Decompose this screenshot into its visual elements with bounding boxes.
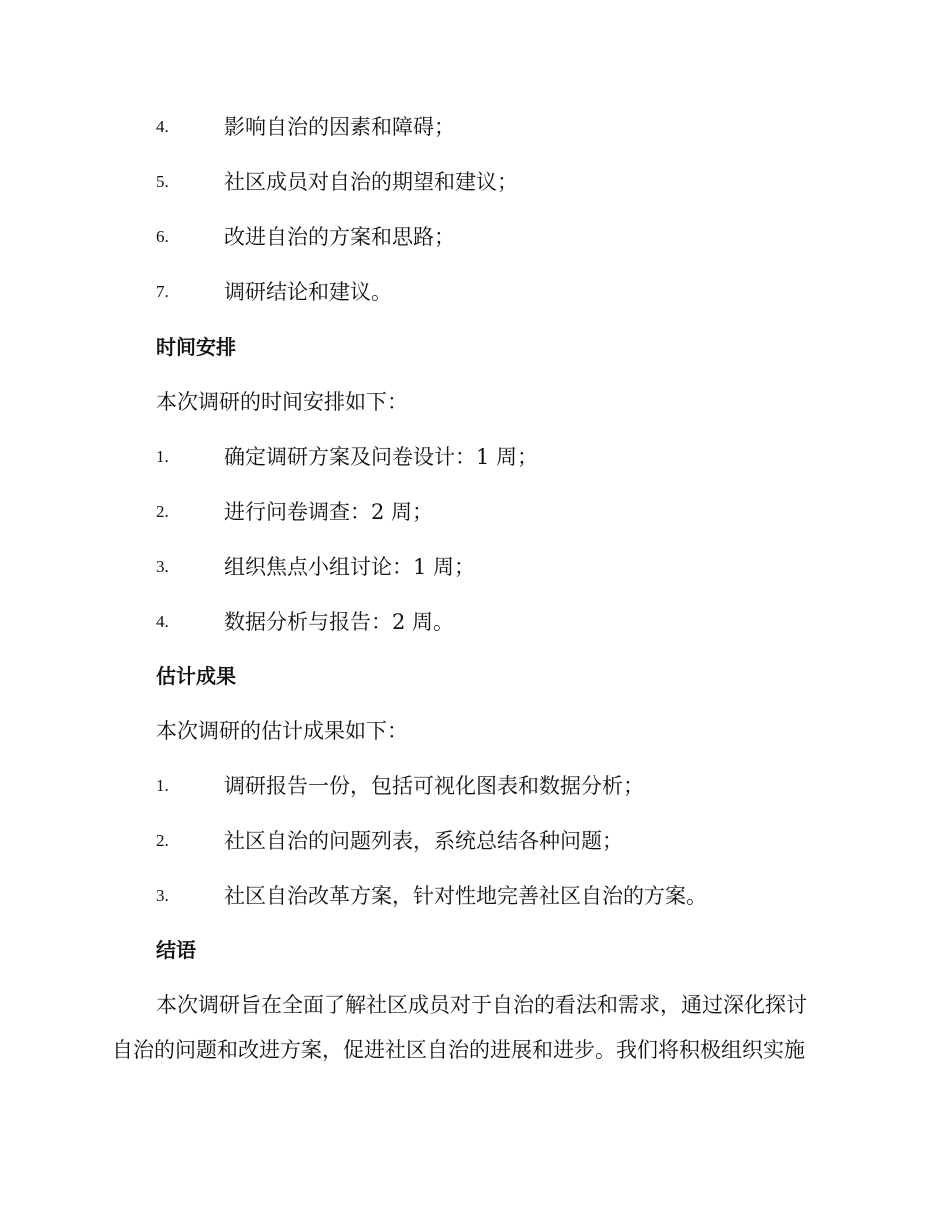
- paragraph: [0, 711, 950, 751]
- list-text: 数据分析与报告：2 周。: [224, 610, 455, 634]
- section-heading: 时间安排: [156, 335, 236, 359]
- section-intro: 本次调研的时间安排如下：: [156, 390, 408, 414]
- list-number: 4.: [156, 117, 169, 136]
- conclusion-line-1: 本次调研旨在全面了解社区成员对于自治的看法和需求，通过深化探讨: [156, 993, 807, 1017]
- list-text: 社区自治改革方案，针对性地完善社区自治的方案。: [224, 884, 707, 908]
- list-number: 1.: [156, 776, 169, 795]
- paragraph: [0, 1030, 950, 1070]
- conclusion-line-2: 自治的问题和改进方案，促进社区自治的进展和进步。我们将积极组织实施: [112, 1038, 805, 1062]
- section-heading-conclusion: [0, 930, 950, 970]
- list-item: [0, 547, 950, 587]
- list-number: 5.: [156, 172, 169, 191]
- list-item: [0, 821, 950, 861]
- list-text: 社区自治的问题列表，系统总结各种问题；: [224, 829, 623, 853]
- section-intro: 本次调研的估计成果如下：: [156, 719, 408, 743]
- paragraph: [0, 985, 950, 1025]
- list-text: 社区成员对自治的期望和建议；: [224, 170, 518, 194]
- list-item: [0, 272, 950, 312]
- list-text: 改进自治的方案和思路；: [224, 225, 455, 249]
- list-number: 6.: [156, 227, 169, 246]
- section-heading: 估计成果: [156, 664, 236, 688]
- list-item: [0, 766, 950, 806]
- list-number: 2.: [156, 831, 169, 850]
- list-text: 调研结论和建议。: [224, 280, 392, 304]
- list-text: 组织焦点小组讨论：1 周；: [224, 555, 476, 579]
- list-item: [0, 217, 950, 257]
- list-item: [0, 876, 950, 916]
- list-text: 确定调研方案及问卷设计：1 周；: [224, 445, 539, 469]
- paragraph: [0, 382, 950, 422]
- list-number: 3.: [156, 557, 169, 576]
- list-item: [0, 437, 950, 477]
- list-number: 4.: [156, 612, 169, 631]
- list-item: [0, 107, 950, 147]
- list-text: 进行问卷调查：2 周；: [224, 500, 434, 524]
- section-heading-results: [0, 656, 950, 696]
- list-number: 7.: [156, 282, 169, 301]
- list-number: 3.: [156, 886, 169, 905]
- section-heading-schedule: [0, 327, 950, 367]
- list-number: 1.: [156, 447, 169, 466]
- list-text: 调研报告一份，包括可视化图表和数据分析；: [224, 774, 644, 798]
- list-number: 2.: [156, 502, 169, 521]
- list-item: [0, 492, 950, 532]
- list-text: 影响自治的因素和障碍；: [224, 115, 455, 139]
- section-heading: 结语: [156, 938, 196, 962]
- list-item: [0, 162, 950, 202]
- list-item: [0, 602, 950, 642]
